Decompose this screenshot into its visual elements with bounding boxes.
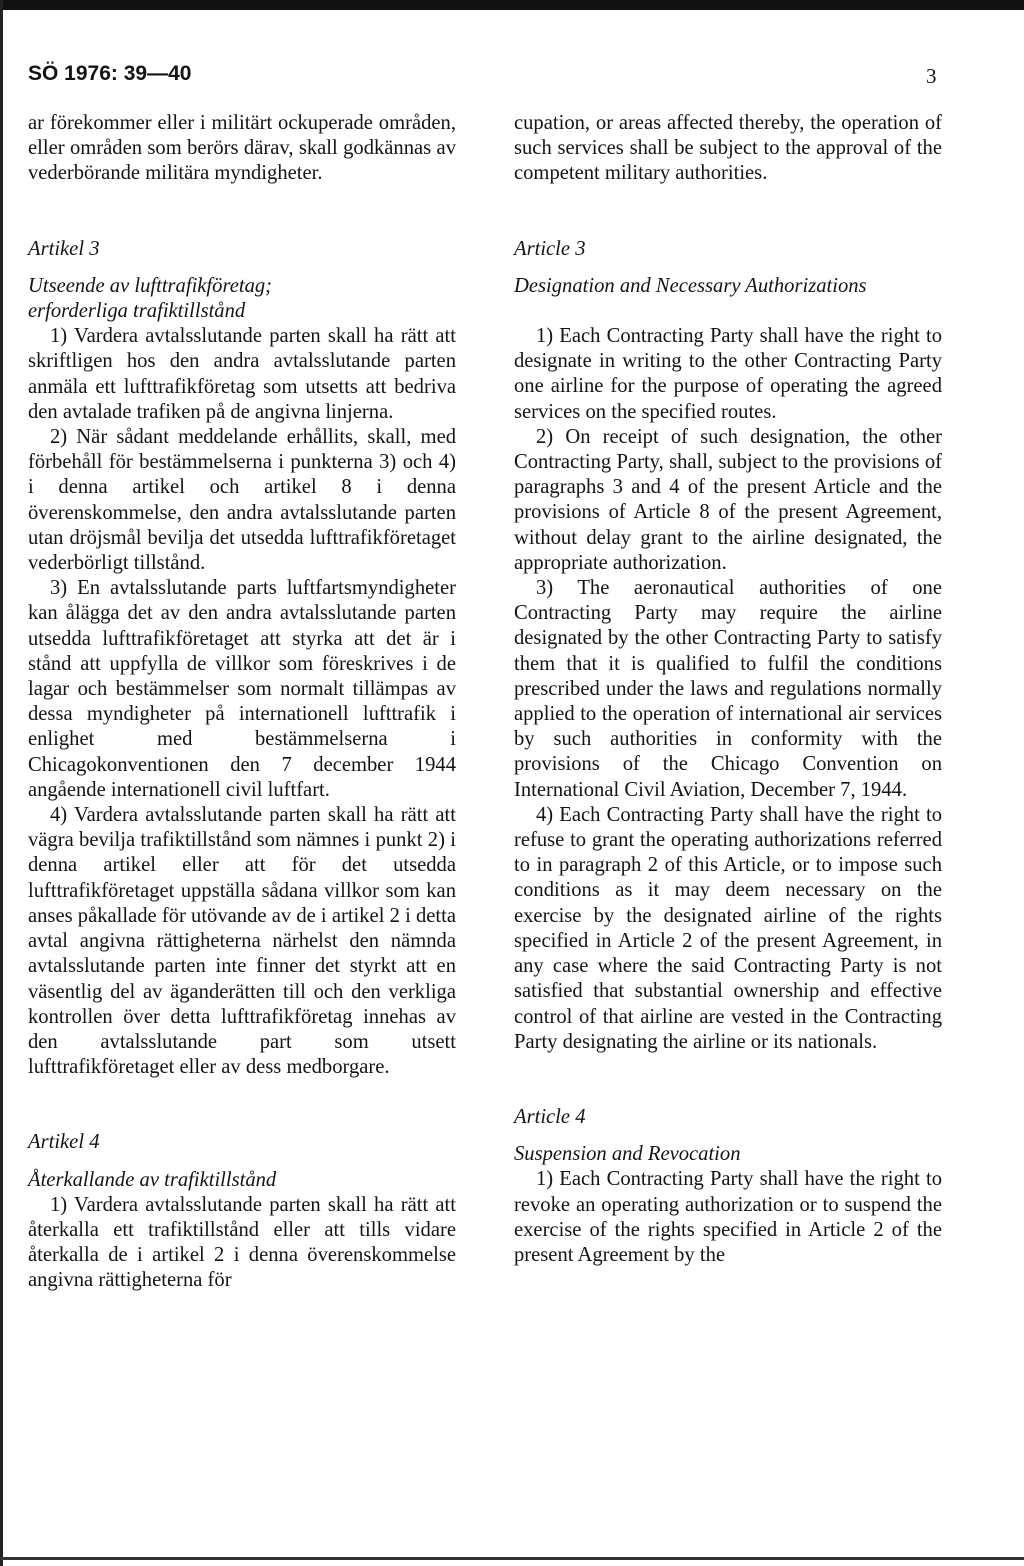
- english-column: [514, 111, 942, 1268]
- swedish-article4-label: Artikel 4: [28, 1131, 100, 1154]
- swedish-article3-paragraph2: 2) När sådant meddelande erhållits, skall, med förbehåll för bestämmelserna i punkterna 3) och 4) i denna artikel och artikel 8 i denna överenskommelse, den andra avtalsslutande parten utan dröjsmål bevilja det utsedda lufttrafikföretaget vederbörligt tillstånd.: [28, 426, 456, 575]
- swedish-column: [28, 111, 456, 1294]
- english-article3-paragraph2: 2) On receipt of such designation, the other Contracting Party, shall, subject to the provisions of paragraphs 3 and 4 of the present Article and the provisions of Article 8 of the present Agreement, without delay grant to the airline designated, the appropriate authorization.: [514, 425, 942, 574]
- english-article4-label: Article 4: [514, 1105, 586, 1128]
- swedish-article4-title: Återkallande av trafiktillstånd: [28, 1168, 277, 1191]
- swedish-article3-paragraph4: 4) Vardera avtalsslutande parten skall ha rätt att vägra bevilja trafiktillstånd som nämnes i punkt 2) i denna artikel eller att för det utsedda lufttrafikföretaget uppställa sådana villkor som kan anses påkallade för utövande av de i artikel 2 i detta avtal angivna rättigheterna närhelst den nämnda avtalsslutande parten inte finner det styrkt att en väsentlig del av äganderätten till och den verkliga kontrollen över detta lufttrafikföretag innehas av den avtalsslutande part som utsett lufttrafikföretaget eller av dess medborgare.: [28, 804, 456, 1079]
- swedish-article4-paragraph1: 1) Vardera avtalsslutande parten skall ha rätt att återkalla ett trafiktillstånd eller att tills vidare återkalla de i artikel 2 i denna överenskommelse angivna rättigheterna för: [28, 1193, 456, 1292]
- swedish-intro-paragraph: ar förekommer eller i militärt ockuperade områden, eller områden som berörs därav, skall godkännas av vederbörande militära myndigheter.: [28, 112, 456, 185]
- swedish-article3-title-line1: Utseende av lufttrafikföretag;: [28, 274, 273, 297]
- swedish-article3-paragraph3: 3) En avtalsslutande parts luftfartsmyndigheter kan ålägga det av den andra avtalsslutande parten utsedda lufttrafikföretaget att styrka att det är i stånd att uppfylla de villkor som föreskrives i de lagar och bestämmelser som normalt tillämpas av dessa myndigheter på internationell lufttrafik i enlighet med bestämmelserna i Chicagokonventionen den 7 december 1944 angående internationell civil luftfart.: [28, 577, 456, 801]
- document-reference: SÖ 1976: 39—40: [28, 62, 192, 85]
- swedish-article3-title-line2: erforderliga trafiktillstånd: [28, 300, 246, 323]
- english-intro-paragraph: cupation, or areas affected thereby, the operation of such services shall be subject to the approval of the competent military authorities.: [514, 112, 942, 185]
- scan-border-bottom: [0, 1557, 1024, 1560]
- swedish-article3-paragraph1: 1) Vardera avtalsslutande parten skall ha rätt att skriftligen hos den andra avtalsslutande parten anmäla ett lufttrafikföretag som utsetts att bedriva den avtalade trafiken på de angivna linjerna.: [28, 325, 456, 423]
- swedish-article3-label: Artikel 3: [28, 237, 100, 260]
- english-article3-paragraph3: 3) The aeronautical authorities of one Contracting Party may require the airline designated by the other Contracting Party to satisfy them that it is qualified to fulfil the conditions prescribed under the laws and regulations normally applied to the operation of international air services by such authorities in conformity with the provisions of the Chicago Convention on International Civil Aviation, December 7, 1944.: [514, 577, 942, 801]
- english-article4-title: Suspension and Revocation: [514, 1143, 741, 1166]
- scan-border-left: [0, 0, 3, 1566]
- english-article3-paragraph4: 4) Each Contracting Party shall have the right to refuse to grant the operating authorizations referred to in paragraph 2 of this Article, or to impose such conditions as it may deem necessary on the exercise by the designated airline of the rights specified in Article 2 of the present Agreement, in any case where the said Contracting Party is not satisfied that substantial ownership and effective control of that airline are vested in the Contracting Party designating the airline or its nationals.: [514, 803, 942, 1053]
- english-article3-title: Designation and Necessary Authorizations: [514, 274, 867, 297]
- scan-border-top: [0, 0, 1024, 10]
- english-article3-paragraph1: 1) Each Contracting Party shall have the right to designate in writing to the other Contracting Party one airline for the purpose of operating the agreed services on the specified routes.: [514, 325, 942, 423]
- page-number: 3: [926, 64, 937, 88]
- english-article4-paragraph1: 1) Each Contracting Party shall have the right to revoke an operating authorization or to suspend the exercise of the rights specified in Article 2 of the present Agreement by the: [514, 1168, 942, 1266]
- english-article3-label: Article 3: [514, 237, 586, 260]
